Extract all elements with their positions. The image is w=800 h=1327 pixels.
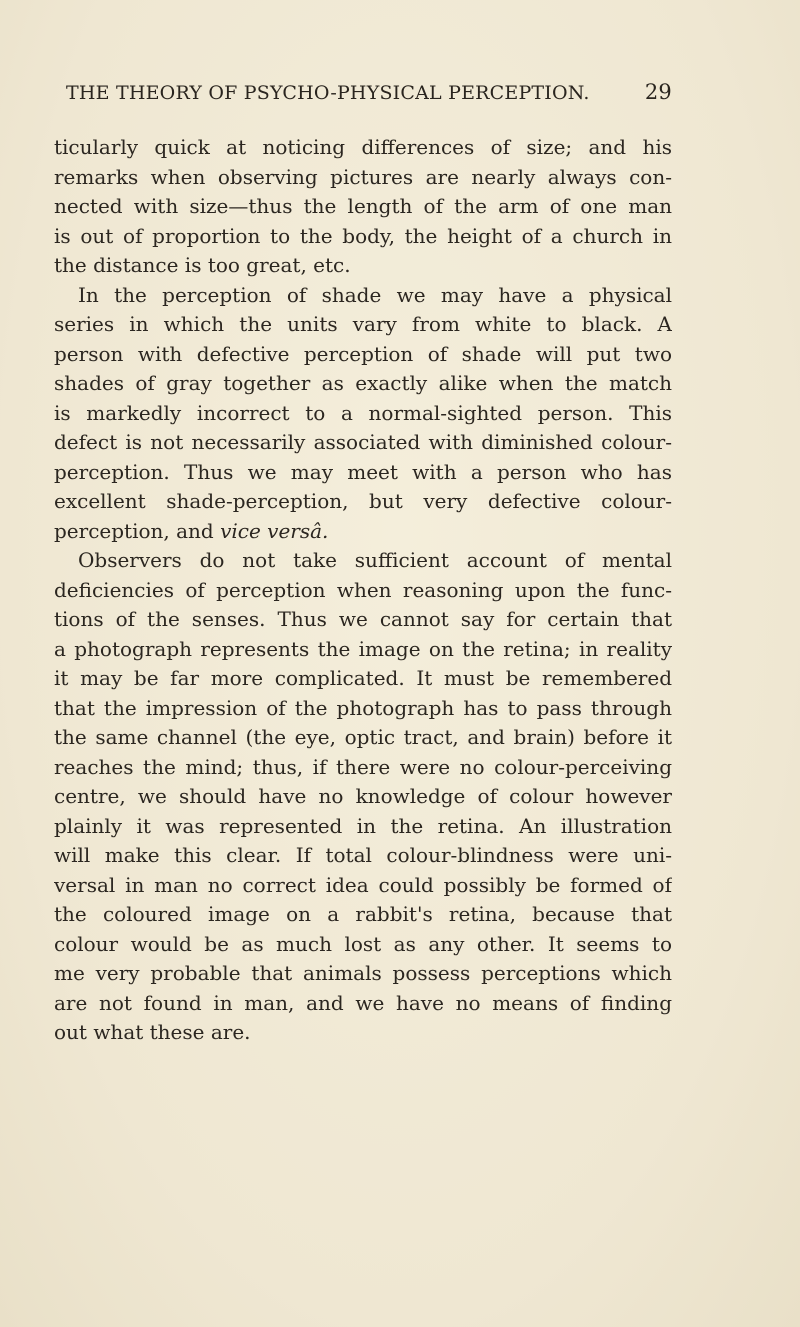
text-line: person with defective perception of shade will put two bbox=[54, 341, 672, 366]
text-line: that the impression of the photograph has to pass through bbox=[54, 695, 672, 720]
italic-phrase: vice versâ. bbox=[220, 518, 329, 543]
text-line: Observers do not take sufficient account of mental bbox=[78, 548, 672, 572]
text-line: me very probable that animals possess perceptions which bbox=[54, 961, 672, 985]
text-line: is markedly incorrect to a normal-sighted person. This bbox=[54, 400, 672, 425]
text-line: out what these are. bbox=[54, 1020, 251, 1044]
text-line: colour would be as much lost as any other. It seems to bbox=[54, 931, 672, 956]
text-line: a photograph represents the image on the retina; in reality bbox=[54, 636, 672, 661]
text-line: series in which the units vary from white to black. A bbox=[54, 312, 672, 336]
text-line: excellent shade-perception, but very defective colour- bbox=[54, 489, 672, 513]
running-head-title: THE THEORY OF PSYCHO-PHYSICAL PERCEPTION. bbox=[66, 82, 590, 104]
text-line: the same channel (the eye, optic tract, and brain) before it bbox=[54, 725, 672, 749]
text-line: are not found in man, and we have no means of finding bbox=[54, 990, 672, 1015]
text-line: will make this clear. If total colour-blindness were uni- bbox=[54, 843, 672, 867]
text-fragment: perception, and bbox=[54, 518, 214, 543]
page-number: 29 bbox=[644, 80, 672, 104]
text-line: deficiencies of perception when reasoning upon the func- bbox=[54, 577, 672, 602]
text-line: it may be far more complicated. It must be remembered bbox=[54, 666, 672, 690]
text-line: In the perception of shade we may have a physical bbox=[78, 282, 672, 307]
text-line: is out of proportion to the body, the height of a church in bbox=[54, 223, 672, 248]
text-line: the coloured image on a rabbit's retina, because that bbox=[54, 902, 672, 926]
running-head bbox=[66, 80, 672, 104]
text-line bbox=[54, 517, 672, 547]
text-line: defect is not necessarily associated with diminished colour- bbox=[54, 430, 672, 454]
text-line: versal in man no correct idea could possibly be formed of bbox=[54, 872, 672, 897]
text-line: remarks when observing pictures are nearly always con- bbox=[54, 164, 672, 189]
text-line: plainly it was represented in the retina. An illustration bbox=[54, 813, 672, 838]
text-line: shades of gray together as exactly alike when the match bbox=[54, 371, 672, 395]
text-line: reaches the mind; thus, if there were no colour-perceiving bbox=[54, 754, 672, 779]
text-line: ticularly quick at noticing differences of size; and his bbox=[54, 135, 672, 159]
text-line: tions of the senses. Thus we cannot say for certain that bbox=[54, 607, 672, 631]
text-line: centre, we should have no knowledge of colour however bbox=[54, 784, 672, 808]
text-line: nected with size—thus the length of the arm of one man bbox=[54, 194, 672, 218]
body-text bbox=[54, 133, 672, 1048]
text-line: perception. Thus we may meet with a person who has bbox=[54, 459, 672, 484]
text-line: the distance is too great, etc. bbox=[54, 253, 351, 277]
